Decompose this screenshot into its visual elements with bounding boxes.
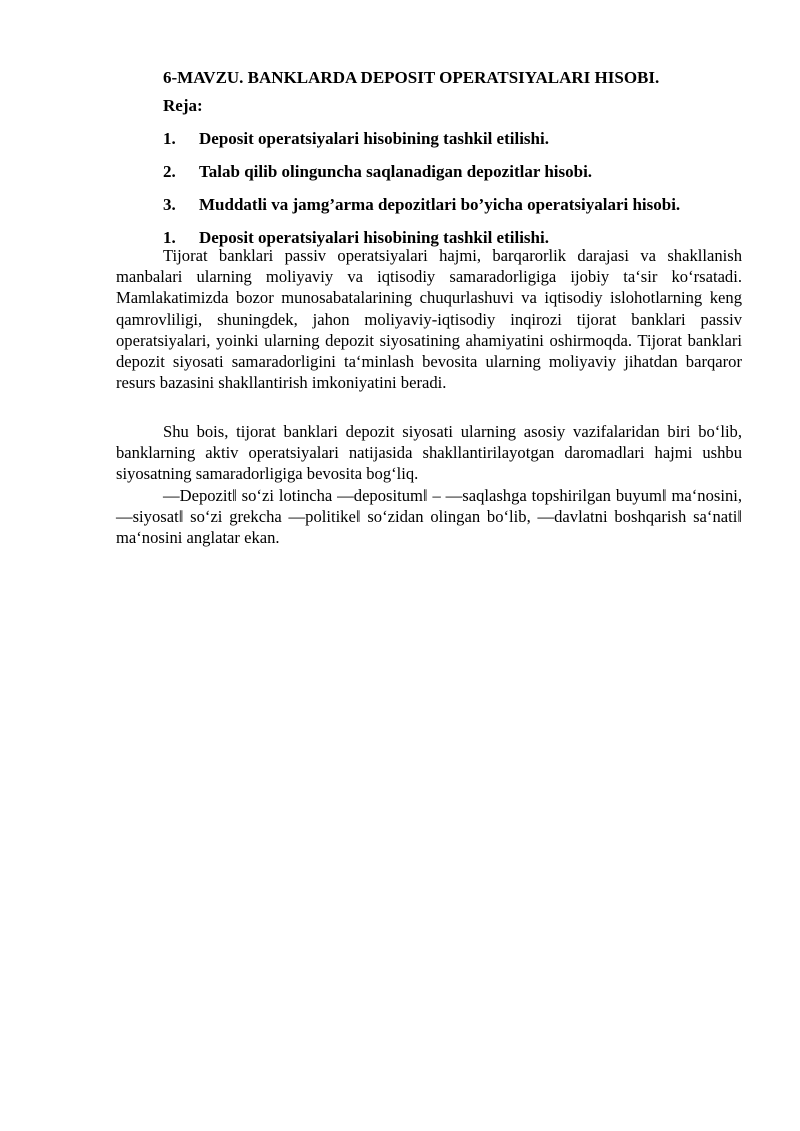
plan-item-text: Talab qilib olinguncha saqlanadigan depozitlar hisobi.	[199, 162, 593, 181]
plan-item	[163, 127, 549, 151]
paragraph: Tijorat banklari passiv operatsiyalari hajmi, barqarorlik darajasi va shakllanish manbalari ularning moliyaviy va iqtisodiy samaradorligiga ijobiy ta‘sir ko‘rsatadi. Mamlakatimizda bozor munosabatalarining chuqurlashuvi va iqtisodiy islohotlarning keng qamrovliligi, shuningdek, jahon moliyaviy-iqtisodiy inqirozi tijorat banklari passiv operatsiyalari, yoinki ularning depozit siyosatining ahamiyatini oshirmoqda. Tijorat banklari depozit siyosati samaradorligini ta‘minlash bevosita ularning moliyaviy jihatdan barqaror resurs bazasini shakllantirish imkoniyatini beradi.	[116, 246, 742, 393]
plan-label: Reja:	[163, 96, 203, 115]
plan-item-text: Muddatli va jamg’arma depozitlari bo’yicha operatsiyalari hisobi.	[199, 195, 681, 214]
document-title: 6-MAVZU. BANKLARDA DEPOSIT OPERATSIYALARI HISOBI.	[163, 68, 660, 87]
section-heading-text: Deposit operatsiyalari hisobining tashkil etilishi.	[199, 228, 549, 247]
plan-item-text: Deposit operatsiyalari hisobining tashkil etilishi.	[199, 129, 549, 148]
plan-item-number: 3.	[163, 195, 176, 214]
paragraph: ―Depozit‖ so‘zi lotincha ―depositum‖ – ―saqlashga topshirilgan buyum‖ ma‘nosini, ―siyosat‖ so‘zi grekcha ―politike‖ so‘zidan olingan bo‘lib, ―davlatni boshqarish sa‘nati‖ ma‘nosini anglatar ekan.	[116, 486, 742, 548]
plan-item-number: 2.	[163, 162, 176, 181]
plan-item	[163, 193, 680, 217]
plan-item-number: 1.	[163, 129, 176, 148]
paragraph: Shu bois, tijorat banklari depozit siyosati ularning asosiy vazifalaridan biri bo‘lib, banklarning aktiv operatsiyalari natijasida shakllantirilayotgan daromadlari hajmi ushbu siyosatning samaradorligiga bevosita bog‘liq.	[116, 422, 742, 484]
plan-item	[163, 160, 592, 184]
section-heading-number: 1.	[163, 228, 176, 247]
